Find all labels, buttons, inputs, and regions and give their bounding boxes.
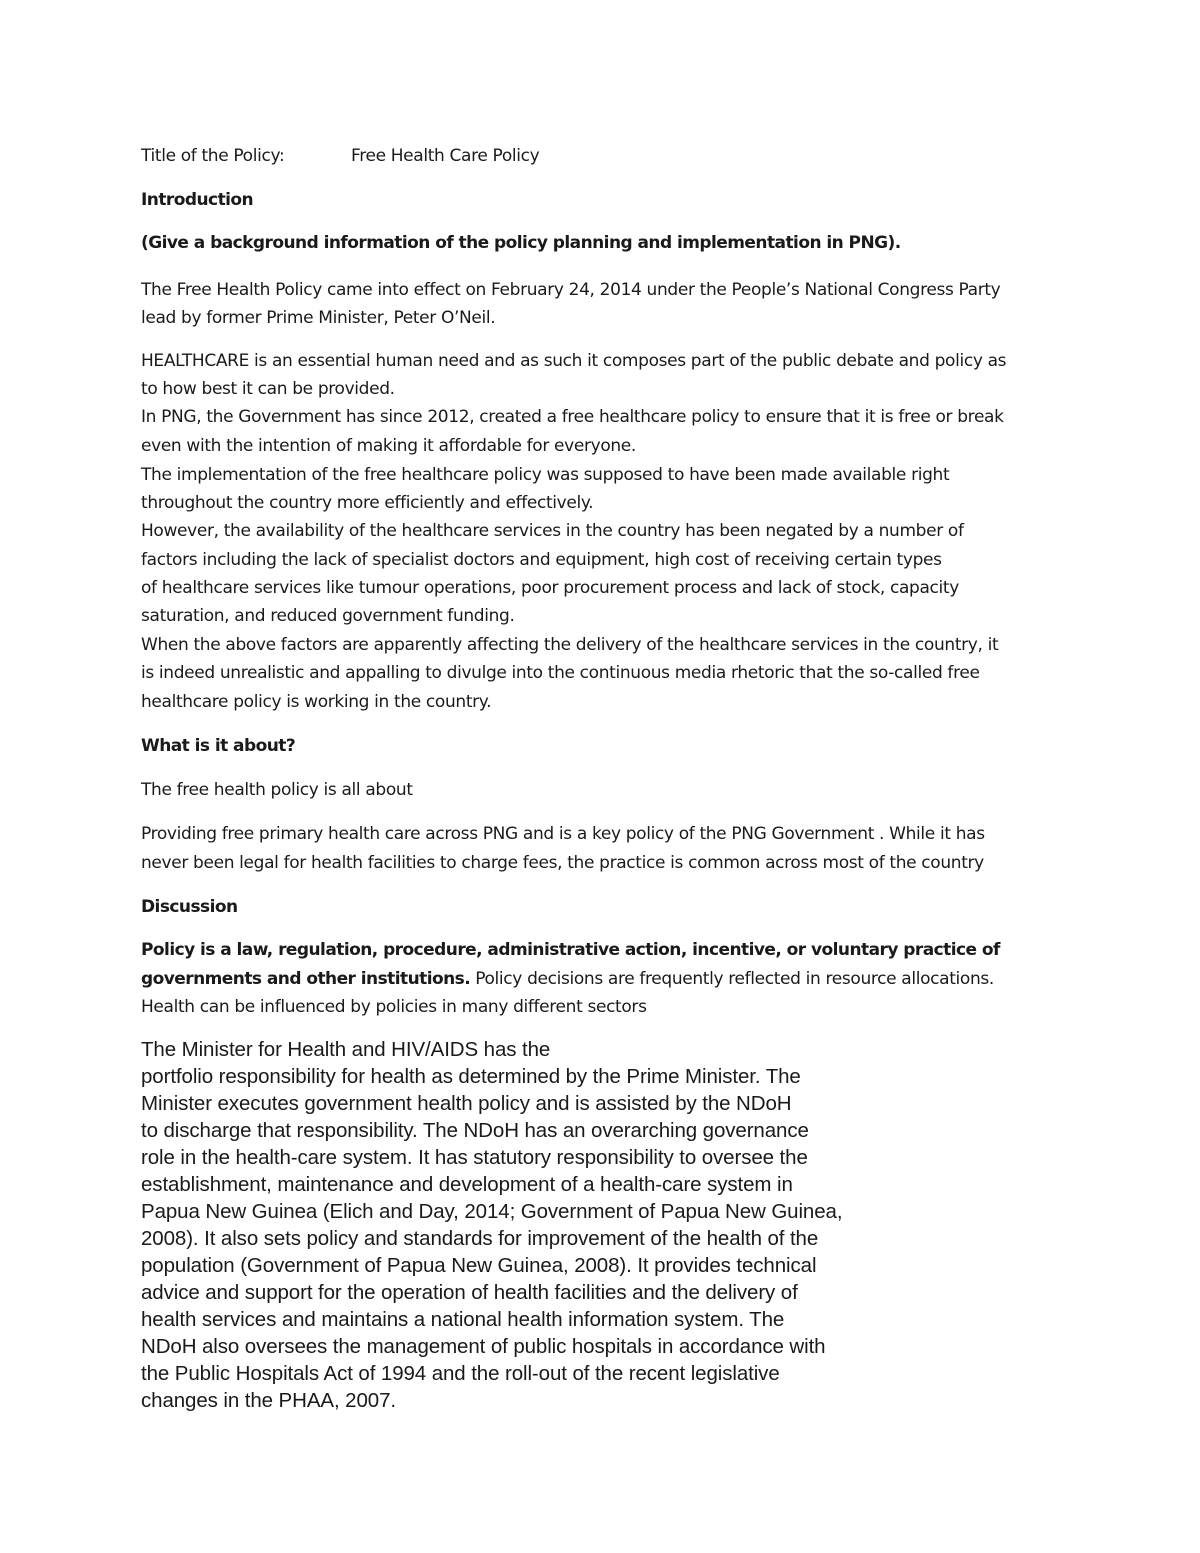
text-line: even with the intention of making it affordable for everyone. bbox=[141, 436, 636, 456]
introduction-heading: Introduction bbox=[141, 190, 254, 210]
text-line: health services and maintains a national health information system. The bbox=[141, 1308, 785, 1331]
text-line: Minister executes government health policy and is assisted by the NDoH bbox=[141, 1092, 792, 1115]
text-line: However, the availability of the healthcare services in the country has been negated by a number of bbox=[141, 521, 964, 541]
text-line: When the above factors are apparently affecting the delivery of the healthcare services in the country, it bbox=[141, 635, 999, 655]
text-line: never been legal for health facilities to charge fees, the practice is common across most of the country bbox=[141, 853, 984, 873]
text-line: In PNG, the Government has since 2012, created a free healthcare policy to ensure that it is free or break bbox=[141, 407, 1004, 427]
text-line: portfolio responsibility for health as determined by the Prime Minister. The bbox=[141, 1065, 801, 1088]
policy-title-value: Free Health Care Policy bbox=[351, 146, 540, 166]
text-line: throughout the country more efficiently and effectively. bbox=[141, 493, 594, 513]
text-line: is indeed unrealistic and appalling to divulge into the continuous media rhetoric that the so-called free bbox=[141, 663, 980, 683]
text-line: Providing free primary health care across PNG and is a key policy of the PNG Government . While it has bbox=[141, 824, 985, 844]
text-line: 2008). It also sets policy and standards for improvement of the health of the bbox=[141, 1227, 819, 1250]
regular-text: Policy decisions are frequently reflected in resource allocations. bbox=[470, 969, 994, 989]
text-line: Health can be influenced by policies in many different sectors bbox=[141, 997, 647, 1017]
text-line: The implementation of the free healthcare policy was supposed to have been made available right bbox=[141, 465, 950, 485]
text-line: changes in the PHAA, 2007. bbox=[141, 1389, 396, 1412]
discussion-heading: Discussion bbox=[141, 897, 238, 917]
text-line: to discharge that responsibility. The NDoH has an overarching governance bbox=[141, 1119, 809, 1142]
text-line: NDoH also oversees the management of public hospitals in accordance with bbox=[141, 1335, 826, 1358]
text-line: lead by former Prime Minister, Peter O’Neil. bbox=[141, 308, 496, 328]
text-line: Papua New Guinea (Elich and Day, 2014; Government of Papua New Guinea, bbox=[141, 1200, 843, 1223]
text-line: healthcare policy is working in the country. bbox=[141, 692, 492, 712]
text-line: the Public Hospitals Act of 1994 and the roll-out of the recent legislative bbox=[141, 1362, 780, 1385]
policy-title-label: Title of the Policy: bbox=[141, 146, 285, 166]
text-line: role in the health-care system. It has statutory responsibility to oversee the bbox=[141, 1146, 808, 1169]
text-line: to how best it can be provided. bbox=[141, 379, 395, 399]
text-line bbox=[141, 968, 994, 990]
policy-title-row bbox=[141, 145, 539, 167]
text-line: advice and support for the operation of health facilities and the delivery of bbox=[141, 1281, 798, 1304]
text-line: saturation, and reduced government funding. bbox=[141, 606, 515, 626]
text-line: of healthcare services like tumour operations, poor procurement process and lack of stock, capacity bbox=[141, 578, 959, 598]
text-line: establishment, maintenance and development of a health-care system in bbox=[141, 1173, 793, 1196]
introduction-instruction: (Give a background information of the policy planning and implementation in PNG). bbox=[141, 233, 901, 253]
about-heading: What is it about? bbox=[141, 736, 296, 756]
text-line: HEALTHCARE is an essential human need and as such it composes part of the public debate and policy as bbox=[141, 351, 1007, 371]
text-line: factors including the lack of specialist doctors and equipment, high cost of receiving certain types bbox=[141, 550, 942, 570]
text-line: The Minister for Health and HIV/AIDS has the bbox=[141, 1038, 551, 1061]
bold-text: governments and other institutions. bbox=[141, 969, 471, 989]
text-line: population (Government of Papua New Guinea, 2008). It provides technical bbox=[141, 1254, 817, 1277]
about-paragraph-1: The free health policy is all about bbox=[141, 780, 413, 800]
text-line: The Free Health Policy came into effect on February 24, 2014 under the People’s National Congress Party bbox=[141, 280, 1001, 300]
text-line: Policy is a law, regulation, procedure, administrative action, incentive, or voluntary practice of bbox=[141, 940, 1000, 960]
